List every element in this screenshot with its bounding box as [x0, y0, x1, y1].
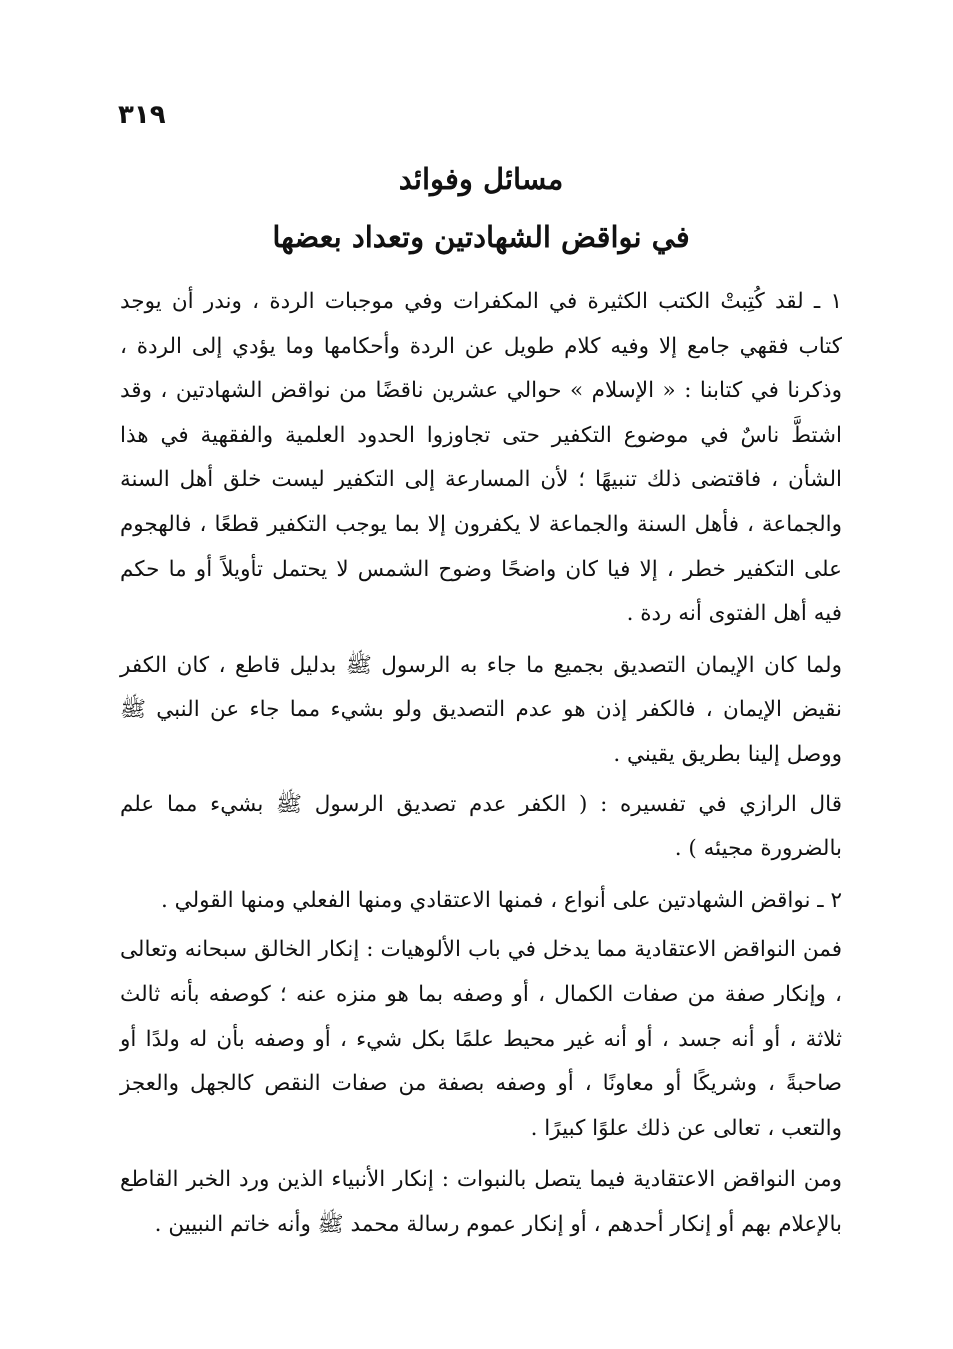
paragraph-5: فمن النواقض الاعتقادية مما يدخل في باب الألوهيات : إنكار الخالق سبحانه وتعالى ، وإنكار صفة من صفات الكمال ، أو وصفه بما هو منزه عنه ؛ كوصفه بأنه ثالث ثلاثة ، أو أنه جسد ، أو أنه غير محيط علمًا بكل شيء ، أو وصفه بأن له ولدًا أو صاحبةً ، وشريكًا أو معاونًا ، أو وصفه بصفة من صفات النقص كالجهل والعجز والتعب ، تعالى عن ذلك علوًا كبيرًا .: [120, 937, 842, 1141]
page-subtitle: في نواقض الشهادتين وتعداد بعضها: [272, 220, 690, 254]
paragraph-1: ١ ـ لقد كُتِبتْ الكتب الكثيرة في المكفرات وفي موجبات الردة ، وندر أن يوجد كتاب فقهي جامع إلا وفيه كلام طويل عن الردة وأحكامها وما يؤدي إلى الردة ، وذكرنا في كتابنا : « الإسلام » حوالي عشرين ناقضًا من نواقض الشهادتين ، وقد اشتطَّ ناسٌ في موضوع التكفير حتى تجاوزوا الحدود العلمية والفقهية في هذا الشأن ، فاقتضى ذلك تنبيهًا ؛ لأن المسارعة إلى التكفير ليست خلق أهل السنة والجماعة ، فأهل السنة والجماعة لا يكفرون إلا بما يوجب التكفير قطعًا ، فالهجوم على التكفير خطر ، إلا فيا كان واضحًا وضوح الشمس لا يحتمل تأويلاً أو ما حكم فيه أهل الفتوى أنه ردة .: [120, 289, 842, 627]
paragraph-3: قال الرازي في تفسيره : ( الكفر عدم تصديق الرسول ﷺ بشيء مما علم بالضرورة مجيئه ) .: [120, 791, 842, 862]
paragraph-2: ولما كان الإيمان التصديق بجميع ما جاء به الرسول ﷺ بدليل قاطع ، كان الكفر نقيض الإيمان ، فالكفر إذن هو عدم التصديق ولو بشيء مما جاء عن النبي ﷺ ووصل إلينا بطريق يقيني .: [120, 652, 842, 767]
page-title: مسائل وفوائد: [398, 162, 564, 196]
paragraph-4: ٢ ـ نواقض الشهادتين على أنواع ، فمنها الاعتقادي ومنها الفعلي ومنها القولي .: [161, 887, 842, 913]
body-text: [120, 280, 842, 1247]
page-number: ٣١٩: [118, 100, 166, 130]
paragraph-6: ومن النواقض الاعتقادية فيما يتصل بالنبوات : إنكار الأنبياء الذين ورد الخبر القاطع بالإعلام بهم أو إنكار أحدهم ، أو إنكار عموم رسالة محمد ﷺ وأنه خاتم النبيين .: [120, 1167, 842, 1237]
